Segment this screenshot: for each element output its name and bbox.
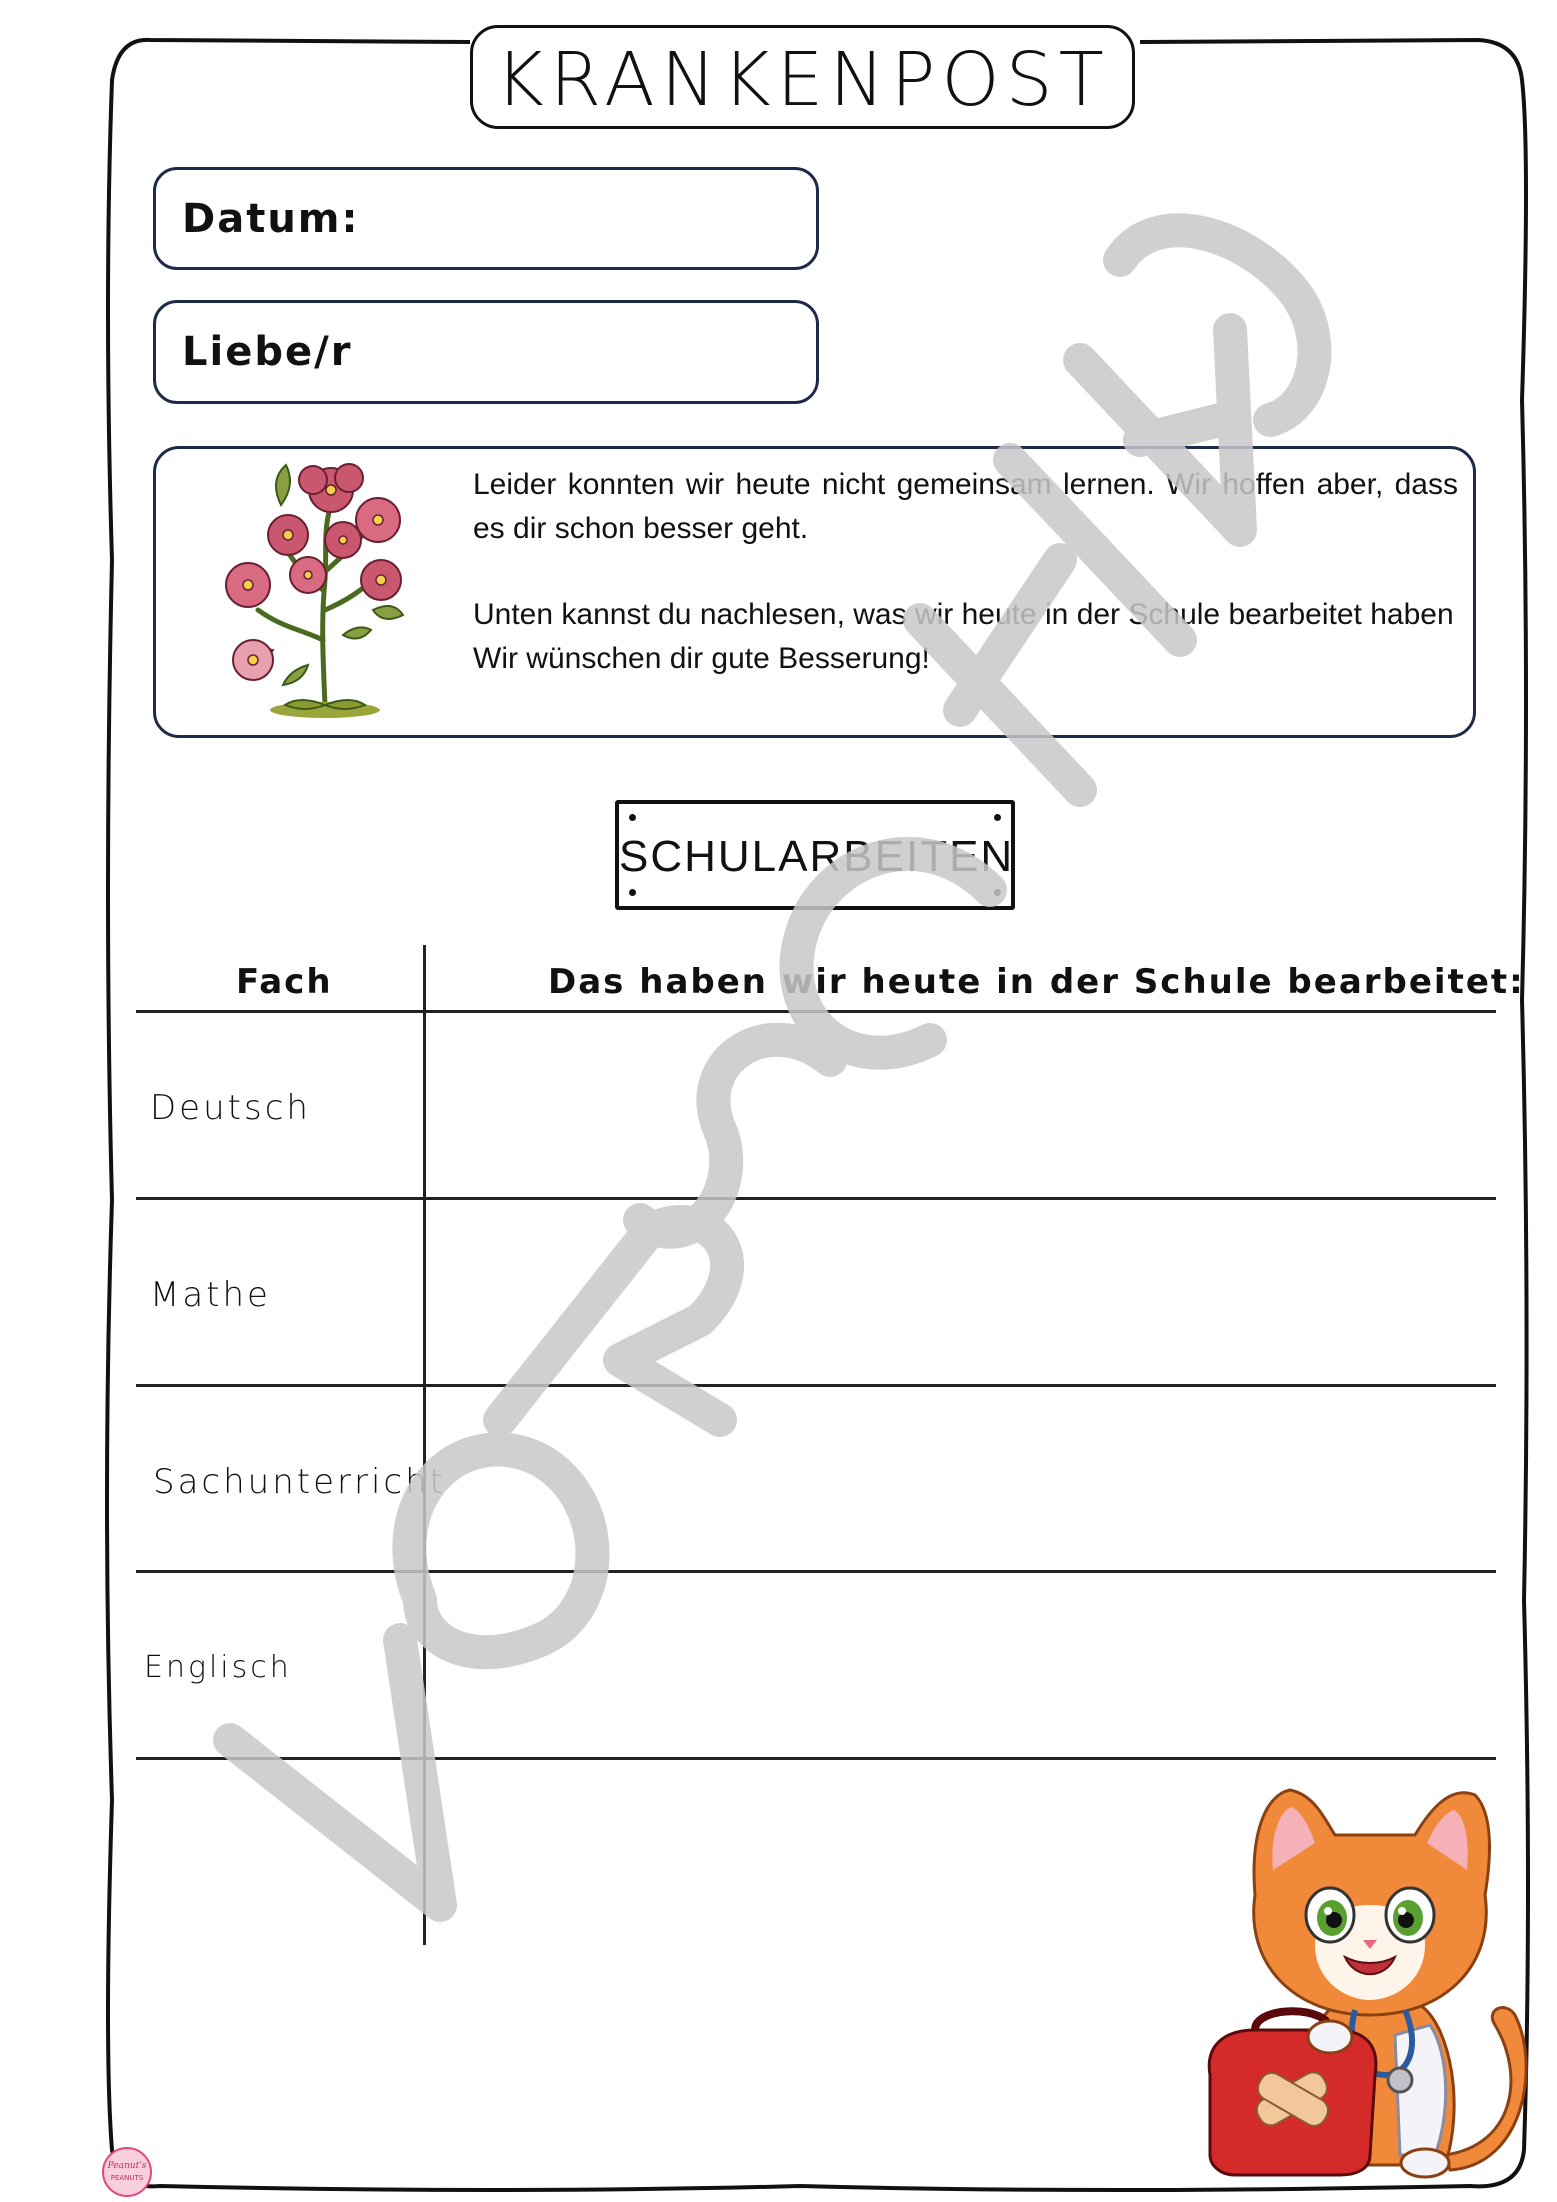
- recipient-field[interactable]: [153, 300, 819, 404]
- table-row-line: [136, 1757, 1496, 1760]
- logo-text-2: PEANUTS: [110, 2174, 144, 2182]
- table-header-subject: Fach: [236, 962, 333, 1002]
- logo-text-1: Peanut's: [107, 2161, 147, 2171]
- brand-logo-icon: [85, 2140, 165, 2200]
- page-title: KRANKENPOST: [495, 37, 1110, 123]
- table-row-line: [136, 1570, 1496, 1573]
- table-row-mathe: Mathe: [150, 1275, 271, 1315]
- table-row-line: [136, 1384, 1496, 1387]
- table-row-line: [136, 1197, 1496, 1200]
- table-row-deutsch: Deutsch: [150, 1088, 311, 1128]
- table-header-line: [136, 1010, 1496, 1013]
- table-header-work: Das haben wir heute in der Schule bearbeitet:: [548, 962, 1525, 1002]
- cat-doctor-icon: [1195, 1775, 1535, 2180]
- table-row-englisch: Englisch: [144, 1650, 292, 1685]
- message-paragraph-2-line-1: Unten kannst du nachlesen, was wir heute in der Schule bearbeitet haben: [473, 598, 1454, 631]
- message-text: [473, 463, 1458, 681]
- message-paragraph-1: Leider konnten wir heute nicht gemeinsam lernen. Wir hoffen aber, dass es dir schon besser geht.: [473, 468, 1458, 545]
- table-row-sachunterricht: Sachunterricht: [153, 1462, 446, 1502]
- subtitle: SCHULARBEITEN: [619, 832, 1015, 881]
- message-paragraph-2-line-2: Wir wünschen dir gute Besserung!: [473, 642, 930, 675]
- recipient-label: Liebe/r: [182, 329, 353, 375]
- date-label: Datum:: [182, 196, 360, 242]
- date-field[interactable]: [153, 167, 819, 270]
- flower-icon: [213, 460, 433, 728]
- message-paragraph-2: [473, 593, 1458, 681]
- table-column-divider: [423, 945, 426, 1945]
- title-box: [470, 25, 1135, 129]
- subtitle-box: [615, 800, 1015, 910]
